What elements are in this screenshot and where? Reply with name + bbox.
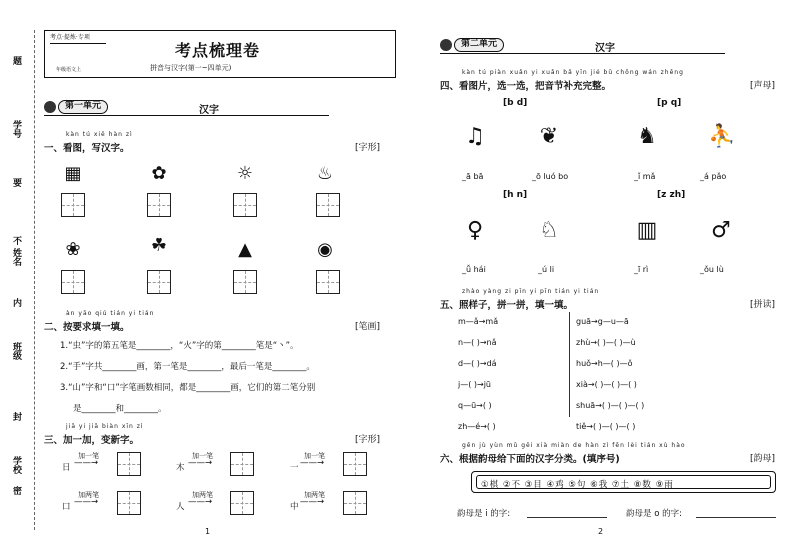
split-row[interactable]: tiě→( )—( )—( ) — [576, 422, 636, 431]
split-row[interactable]: shuā→( )—( )—( ) — [576, 401, 645, 410]
write-box[interactable] — [147, 270, 171, 294]
q6-pinyin: gēn jù yùn mǔ gěi xià miàn de hàn zì fēn lèi tián xù hào — [462, 442, 686, 449]
write-box[interactable] — [316, 193, 340, 217]
write-box[interactable] — [343, 452, 367, 476]
binding-char: 要 — [11, 178, 21, 187]
q2-item-4: 是________和________。 — [73, 404, 167, 414]
run-pic-icon: ⛹ — [708, 124, 736, 149]
fox-pic-icon: ♘ — [539, 218, 559, 243]
unit-label: 第一单元 — [58, 100, 108, 114]
column-divider — [569, 312, 570, 417]
grade-tag: 年级语文上 — [56, 67, 82, 73]
option-bracket: [z zh] — [657, 190, 686, 200]
syllable-word: _ō luó bo — [532, 172, 569, 181]
split-row[interactable]: guā→g—u—ā — [576, 317, 629, 326]
write-box[interactable] — [230, 491, 254, 515]
q3-base: 日 — [62, 463, 71, 473]
q6-tag: [韵母] — [750, 454, 776, 464]
wifi-icon — [44, 101, 56, 113]
q4-tag: [声母] — [750, 81, 776, 91]
horse-pic-icon: ♞ — [637, 124, 657, 149]
radish-pic-icon: ❦ — [539, 124, 559, 149]
unit-name: 汉字 — [199, 105, 219, 116]
q3-title: 三、加一加，变新字。 — [44, 435, 140, 446]
write-box[interactable] — [61, 193, 85, 217]
walk-pic-icon: ♂ — [711, 218, 731, 243]
arrow-icon: ——→ — [188, 458, 213, 468]
arrow-icon: ——→ — [74, 458, 99, 468]
q3-base: 木 — [176, 463, 185, 473]
spell-row[interactable]: n—( )→nǎ — [458, 338, 497, 347]
answer-label-i: 韵母是 i 的字: — [457, 509, 511, 519]
q2-tag: [笔画] — [355, 322, 381, 332]
student-id-label: 学号 — [11, 120, 21, 138]
mountain-pic-icon: ▲ — [238, 239, 252, 260]
q2-title: 二、按要求填一填。 — [44, 322, 130, 333]
q3-base: 口 — [62, 502, 71, 512]
option-bracket: [p q] — [657, 98, 682, 108]
arrow-icon: ——→ — [300, 458, 325, 468]
school-label: 学校 — [11, 456, 21, 474]
bird-pic-icon: ☘ — [150, 235, 168, 256]
binding-char: 内 — [11, 298, 21, 307]
q2-item-2: 2.“手”字共________画，第一笔是________，最后一笔是________。 — [60, 362, 315, 372]
unit-bar-2 — [440, 38, 725, 54]
write-box[interactable] — [343, 491, 367, 515]
book-title: 考点梳理卷 — [175, 41, 261, 60]
trumpet-pic-icon: ♫ — [465, 124, 485, 149]
flower-pic-icon: ❀ — [65, 239, 81, 260]
q6-title: 六、根据韵母给下面的汉字分类。(填序号) — [440, 454, 620, 465]
binding-char: 密 — [11, 486, 21, 495]
spell-row[interactable]: zh—é→( ) — [458, 422, 496, 431]
option-bracket: [h n] — [503, 190, 528, 200]
sun-pic-icon: ☼ — [236, 163, 254, 184]
q3-op: 加一笔 — [304, 452, 325, 460]
split-row[interactable]: zhù→( )—( )—ù — [576, 338, 636, 347]
unit-name: 汉字 — [595, 43, 615, 54]
page-number-2: 2 — [598, 527, 604, 536]
answer-blank-i[interactable] — [527, 517, 607, 518]
book-subtitle: 拼音与汉字(第一~四单元) — [150, 64, 232, 72]
answer-blank-o[interactable] — [696, 517, 776, 518]
write-box[interactable] — [316, 270, 340, 294]
window-pic-icon: ▦ — [64, 163, 82, 184]
spell-row[interactable]: d—( )→dá — [458, 359, 497, 368]
write-box[interactable] — [61, 270, 85, 294]
calendar-pic-icon: ▥ — [636, 218, 658, 243]
arrow-icon: ——→ — [74, 497, 99, 507]
header-tag: 考点·提炼·专项 — [50, 32, 106, 44]
q2-item-1: 1.“虫”字的第五笔是________，“火”字的第________笔是“丶”。 — [60, 341, 299, 351]
binding-char: 封 — [11, 412, 21, 421]
option-bracket: [b d] — [503, 98, 528, 108]
syllable-word: _á pǎo — [700, 172, 727, 181]
q2-pinyin: àn yāo qiú tián yi tián — [66, 310, 155, 317]
q3-base: 中 — [290, 502, 299, 512]
spell-row[interactable]: m—ǎ→mǎ — [458, 317, 499, 326]
q3-op: 加两笔 — [78, 491, 99, 499]
grain-pic-icon: ✿ — [151, 163, 167, 184]
syllable-word: _ú li — [538, 265, 555, 274]
options-text: ①棋 ②不 ③目 ④鸡 ⑤句 ⑥我 ⑦土 ⑧数 ⑨雨 — [481, 480, 674, 490]
write-box[interactable] — [147, 193, 171, 217]
girl-pic-icon: ♀ — [466, 218, 484, 243]
syllable-word: _ǚ hái — [462, 265, 486, 274]
write-box[interactable] — [233, 193, 257, 217]
class-label: 班级 — [11, 342, 21, 360]
binding-char: 题 — [11, 56, 21, 65]
name-label: 姓名 — [11, 248, 21, 266]
q5-title: 五、照样子，拼一拼，填一填。 — [440, 300, 574, 311]
syllable-word: _ā bā — [462, 172, 484, 181]
q3-base: 一 — [290, 463, 299, 473]
q3-op: 加两笔 — [304, 491, 325, 499]
q3-op: 加两笔 — [192, 491, 213, 499]
split-row[interactable]: xià→( )—( )—( ) — [576, 380, 637, 389]
unit-label: 第二单元 — [454, 38, 504, 52]
q3-pinyin: jiā yi jiā biàn xīn zì — [66, 423, 144, 430]
q3-base: 人 — [176, 502, 185, 512]
syllable-word: _ǐ mǎ — [634, 172, 656, 181]
write-box[interactable] — [230, 452, 254, 476]
write-box[interactable] — [233, 270, 257, 294]
spell-row[interactable]: q—ū→( ) — [458, 401, 492, 410]
fire-pic-icon: ♨ — [316, 163, 334, 184]
arrow-icon: ——→ — [300, 497, 325, 507]
page-number-1: 1 — [205, 527, 211, 536]
unit-bar-1 — [44, 100, 329, 116]
q4-title: 四、看图片，选一选，把音节补充完整。 — [440, 81, 612, 92]
syllable-word: _ī rì — [634, 265, 649, 274]
binding-line — [34, 30, 35, 530]
q3-tag: [字形] — [355, 435, 381, 445]
q3-op: 加一笔 — [192, 452, 213, 460]
write-box[interactable] — [117, 491, 141, 515]
split-row[interactable]: huǒ→h—( )—ǒ — [576, 359, 633, 368]
q1-title: 一、看图，写汉字。 — [44, 143, 130, 154]
q2-item-3: 3.“山”字和“口”字笔画数相同，都是________画，它们的第二笔分别 — [60, 383, 316, 393]
q1-tag: [字形] — [355, 143, 381, 153]
arrow-icon: ——→ — [188, 497, 213, 507]
q5-pinyin: zhào yàng zi pīn yi pīn tián yi tián — [462, 288, 600, 295]
answer-label-o: 韵母是 o 的字: — [626, 509, 682, 519]
q4-pinyin: kàn tú piàn xuǎn yi xuǎn bǎ yīn jié bǔ chōng wán zhěng — [462, 69, 684, 76]
syllable-word: _ǒu lù — [700, 265, 724, 274]
q1-pinyin: kàn tú xiě hàn zì — [66, 131, 133, 138]
eye-pic-icon: ◉ — [317, 239, 333, 260]
q3-op: 加一笔 — [78, 452, 99, 460]
write-box[interactable] — [117, 452, 141, 476]
binding-char: 不 — [11, 236, 21, 245]
spell-row[interactable]: j—( )→jū — [458, 380, 492, 389]
q5-tag: [拼读] — [750, 300, 776, 310]
wifi-icon — [440, 39, 452, 51]
